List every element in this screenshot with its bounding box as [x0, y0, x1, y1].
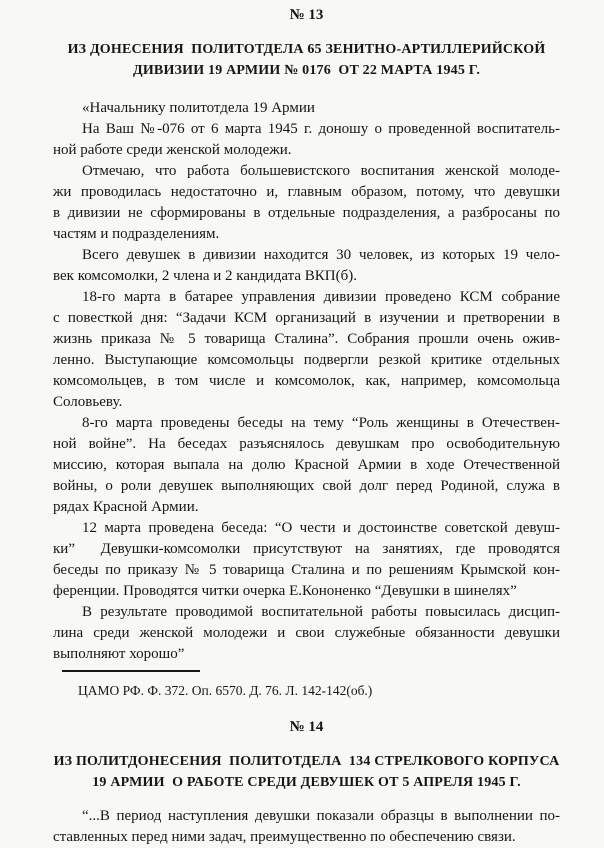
document-number: № 13: [289, 7, 324, 23]
text-line: в дивизии не сформированы в отдельные подразделения, а разбросаны по: [53, 205, 560, 221]
text-line: жи проводилась недостаточно и, главным образом, потому, что девушки: [53, 184, 560, 200]
paragraph: [53, 245, 560, 287]
text-line: жизнь приказа № 5 товарища Сталина”. Собрания прошли очень ожив-: [53, 331, 560, 347]
text-line: комсомольцев, в том числе и комсомолок, как, например, комсомольца: [53, 373, 560, 389]
text-line: ставленных перед ними задач, преимущественно по обеспечению связи.: [53, 829, 516, 845]
text-line: ференции. Проводятся читки очерка Е.Кононенко “Девушки в шинелях”: [53, 583, 517, 599]
text-line: миссию, которая выпала на долю Красной Армии в ходе Отечественной: [53, 457, 560, 473]
heading-line: ДИВИЗИИ 19 АРМИИ № 0176 ОТ 22 МАРТА 1945 Г.: [132, 63, 481, 78]
heading-line: 19 АРМИИ О РАБОТЕ СРЕДИ ДЕВУШЕК ОТ 5 АПРЕЛЯ 1945 Г.: [92, 775, 521, 790]
text-line: 8-го марта проведены беседы на тему “Роль женщины в Отечествен-: [82, 415, 560, 431]
text-line: рядах Красной Армии.: [53, 499, 199, 515]
document-body: [53, 806, 560, 848]
text-line: лина среди женской молодежи и свои служебные обязанности девушки: [53, 625, 560, 641]
paragraph: [53, 806, 560, 848]
paragraph: [53, 602, 560, 665]
document-heading: [53, 39, 560, 81]
documents: [0, 7, 604, 848]
document-number: № 14: [289, 719, 324, 735]
heading-line: ИЗ ПОЛИТДОНЕСЕНИЯ ПОЛИТОТДЕЛА 134 СТРЕЛКОВОГО КОРПУСА: [53, 754, 560, 769]
text-line: «Начальнику политотдела 19 Армии: [82, 100, 315, 116]
text-line: частям и подразделениям.: [53, 226, 220, 242]
text-line: Отмечаю, что работа большевистского воспитания женской молоде-: [82, 163, 560, 179]
text-line: ной войне”. На беседах разъяснялось девушкам про освободительную: [53, 436, 560, 452]
document-body: [53, 98, 560, 665]
text-line: 12 марта проведена беседа: “О чести и достоинстве советской девуш-: [82, 520, 560, 536]
footnote-divider: [62, 670, 200, 672]
document-section-0: [0, 7, 560, 699]
text-line: 18-го марта в батарее управления дивизии проведено КСМ собрание: [82, 289, 560, 305]
text-line: На Ваш №-076 от 6 марта 1945 г. доношу о проведенной воспитатель-: [82, 121, 560, 137]
text-line: В результате проводимой воспитательной работы повысилась дисцип-: [82, 604, 560, 620]
text-line: ленно. Выступающие комсомольцы подвергли резкой критике отдельных: [53, 352, 560, 368]
paragraph: [53, 287, 560, 413]
document-section-1: [0, 719, 560, 848]
text-line: Соловьеву.: [53, 394, 123, 410]
heading-line: ИЗ ДОНЕСЕНИЯ ПОЛИТОТДЕЛА 65 ЗЕНИТНО-АРТИЛЛЕРИЙСКОЙ: [67, 42, 546, 57]
text-line: Всего девушек в дивизии находится 30 человек, из которых 19 чело-: [82, 247, 560, 263]
archive-citation: ЦАМО РФ. Ф. 372. Оп. 6570. Д. 76. Л. 142-142(об.): [78, 683, 373, 698]
text-line: выполняют хорошо”: [53, 646, 185, 662]
paragraph: [53, 161, 560, 245]
text-line: с повесткой дня: “Задачи КСМ организаций в изучении и претворении в: [53, 310, 560, 326]
paragraph: [53, 119, 560, 161]
paragraph: [53, 98, 560, 119]
paragraph: [53, 413, 560, 518]
text-line: войны, о роли девушек выполняющих свой долг перед Родиной, служа в: [53, 478, 560, 494]
paragraph: [53, 518, 560, 602]
text-line: “...В период наступления девушки показали образцы в выполнении по-: [82, 808, 560, 824]
text-line: ной работе среди женской молодежи.: [53, 142, 292, 158]
text-line: ки” Девушки-комсомолки присутствуют на занятиях, где проводятся: [53, 541, 560, 557]
text-line: век комсомолки, 2 члена и 2 кандидата ВКП(б).: [53, 268, 357, 284]
text-line: беседы по приказу № 5 товарища Сталина и по решениям Крымской кон-: [53, 562, 560, 578]
document-heading: [53, 751, 560, 793]
